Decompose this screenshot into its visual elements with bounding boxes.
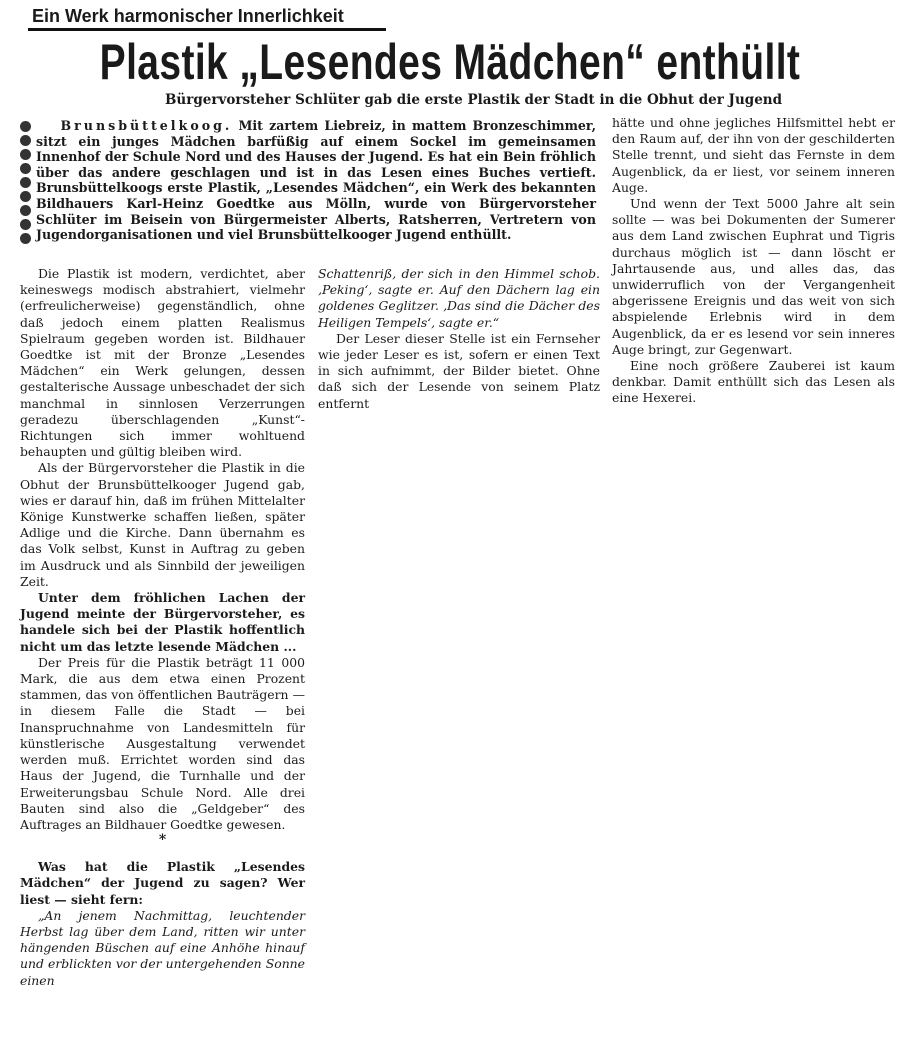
body-paragraph: Eine noch größere Zauberei ist kaum denkbar. Damit enthüllt sich das Lesen als eine Hexerei. xyxy=(612,358,895,406)
bullet-dot-icon xyxy=(20,191,31,202)
body-paragraph: Der Preis für die Plastik beträgt 11 000 Mark, die aus dem etwa einen Prozent stammen, das von öffentlichen Bauträgern — in diesem Falle die Stadt — bei Inanspruchnahme von Landesmitteln für künstlerische Ausgestaltung verwendet werden muß. Errichtet worden sind das Haus der Jugend, die Turnhalle und der Erweiterungsbau Schule Nord. Alle drei Bauten sind also die „Geldgeber“ des Auftrages an Bildhauer Goedtke gewesen. xyxy=(20,654,305,832)
bullet-dot-icon xyxy=(20,219,31,230)
body-paragraph: Der Leser dieser Stelle ist ein Fernseher wie jeder Leser es ist, sofern er einen Text in sich aufnimmt, der Bilder bietet. Ohne daß sich der Lesende von seinem Platz entfernt xyxy=(318,330,600,411)
bullet-dot-icon xyxy=(20,163,31,174)
column-1 xyxy=(20,266,305,989)
headline: Plastik „Lesendes Mädchen“ enthüllt xyxy=(99,34,801,90)
bullet-dot-icon xyxy=(20,177,31,188)
quote-paragraph: „An jenem Nachmittag, leuchtender Herbst lag über dem Land, ritten wir unter hängenden Büschen auf eine Anhöhe hinauf und erblickten vor der untergehenden Sonne einen xyxy=(20,907,305,988)
section-separator: * xyxy=(158,832,167,849)
lead-bullet-dots xyxy=(20,121,32,244)
body-paragraph: hätte und ohne jegliches Hilfsmittel hebt er den Raum auf, der ihn von der geschilderten Stelle trennt, und sieht das Fernste in dem Augenblick, da er liest, vor seinem inneren Auge. xyxy=(612,115,895,195)
lead-paragraph xyxy=(36,118,596,243)
question-paragraph: Was hat die Plastik „Lesendes Mädchen“ der Jugend zu sagen? Wer liest — sieht fern: xyxy=(20,859,305,907)
body-paragraph: Die Plastik ist modern, verdichtet, aber keineswegs modisch abstrahiert, vielmehr (erfreulicherweise) gegenständlich, ohne daß jedoch einem platten Realismus Spielraum gegeben worden ist. Bildhauer Goedtke ist mit der Bronze „Lesendes Mädchen“ ein Werk gelungen, dessen gestalterische Aussage unbeschadet der sich manchmal in sinnlosen Verzerrungen geradezu überschlagenden „Kunst“-Richtungen sich immer wohltuend behaupten und gültig bleiben wird. xyxy=(20,266,305,460)
column-3 xyxy=(612,115,895,407)
bullet-dot-icon xyxy=(20,233,31,244)
bullet-dot-icon xyxy=(20,121,31,132)
column-2 xyxy=(318,266,600,412)
lead-text: Mit zartem Liebreiz, in mattem Bronzeschimmer, sitzt ein junges Mädchen barfüßig auf einem Sockel im gemeinsamen Innenhof der Schule Nord und des Hauses der Jugend. Es hat ein Bein fröhlich über das andere geschlagen und ist in das Lesen eines Buches vertieft. Brunsbüttelkoogs erste Plastik, „Lesendes Mädchen“, ein Werk des bekannten Bildhauers Karl-Heinz Goedtke aus Mölln, wurde von Bürgervorsteher Schlüter im Beisein von Bürgermeister Alberts, Ratsherren, Vertretern von Jugendorganisationen und viel Brunsbüttelkooger Jugend enthüllt. xyxy=(36,118,597,243)
bullet-dot-icon xyxy=(20,149,31,160)
kicker: Ein Werk harmonischer Innerlichkeit xyxy=(28,6,386,31)
quote-continuation: Schattenriß, der sich in den Himmel schob. ‚Peking‘, sagte er. Auf den Dächern lag ein goldenes Geglitzer. ‚Das sind die Dächer des Heiligen Tempels‘, sagte er.“ xyxy=(318,266,600,330)
bullet-dot-icon xyxy=(20,135,31,146)
subheadline: Bürgervorsteher Schlüter gab die erste Plastik der Stadt in die Obhut der Jugend xyxy=(165,92,783,108)
dateline: Brunsbüttelkoog. xyxy=(60,118,233,133)
body-paragraph-bold: Unter dem fröhlichen Lachen der Jugend meinte der Bürgervorsteher, es handele sich bei der Plastik hoffentlich nicht um das letzte lesende Mädchen ... xyxy=(20,590,305,654)
bullet-dot-icon xyxy=(20,205,31,216)
body-paragraph: Und wenn der Text 5000 Jahre alt sein sollte — was bei Dokumenten der Sumerer aus dem Land zwischen Euphrat und Tigris durchaus möglich ist — dann löscht er Jahrtausende aus, und alles das, das unwiderruflich von der Vergangenheit abgerissene Ereignis und das weit von sich abspielende Erlebnis wird in dem Augenblick, da er es lesend vor sein inneres Auge bringt, zur Gegenwart. xyxy=(612,196,895,357)
body-paragraph: Als der Bürgervorsteher die Plastik in die Obhut der Brunsbüttelkooger Jugend gab, wies er darauf hin, daß im frühen Mittelalter Könige Kunstwerke schaffen ließen, später Adlige und die Kirche. Dann übernahm es das Volk selbst, Kunst in Auftrag zu geben im Ausdruck und als Sinnbild der jeweiligen Zeit. xyxy=(20,460,305,589)
